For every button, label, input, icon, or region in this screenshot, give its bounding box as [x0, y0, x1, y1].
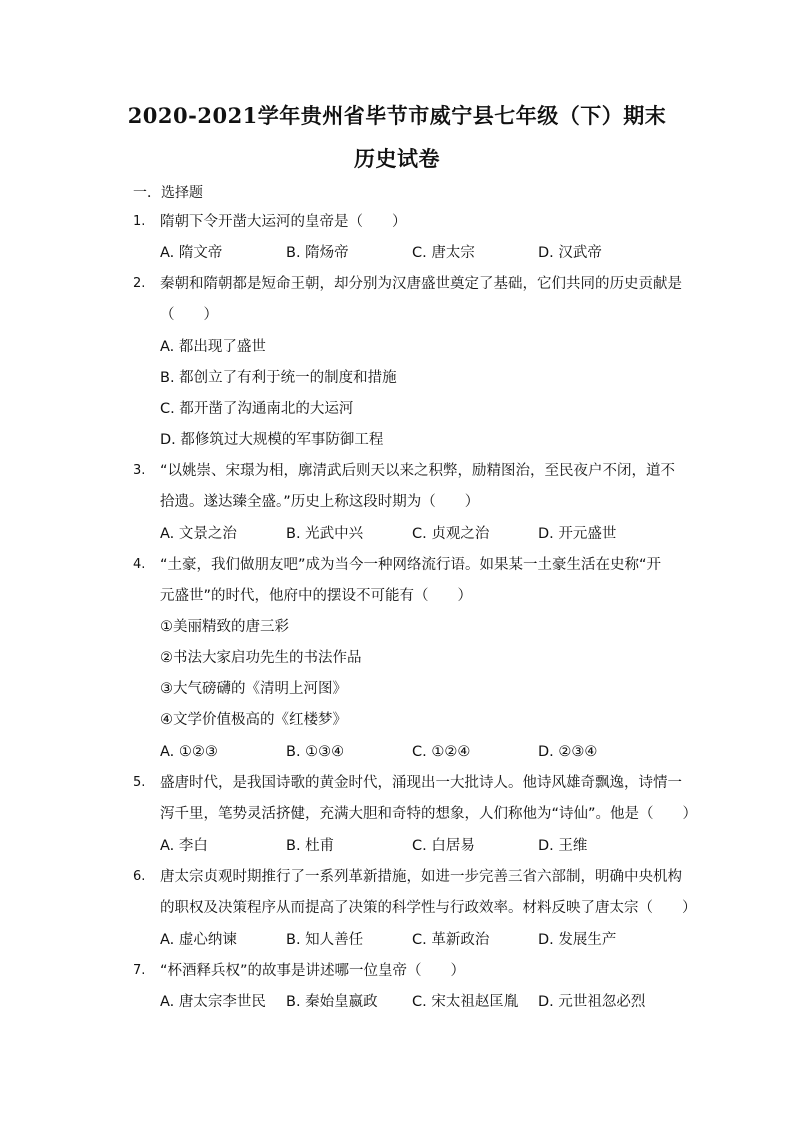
option-d: D. 汉武帝: [538, 245, 602, 261]
option-d: D. 开元盛世: [538, 526, 617, 542]
question-stem: “以姚崇、宋璟为相，廓清武后则天以来之积弊，励精图治，至民夜户不闭，道不: [160, 463, 676, 479]
question-stem: 元盛世”的时代，他府中的摆设不可能有（ ）: [160, 588, 473, 604]
sub-item: ②书法大家启功先生的书法作品: [160, 650, 362, 666]
question-number: 1.: [133, 214, 146, 229]
question-number: 5.: [133, 775, 146, 790]
option-c: C. 都开凿了沟通南北的大运河: [160, 401, 354, 417]
option-a: A. 虚心纳谏: [160, 932, 237, 948]
option-a: A. 文景之治: [160, 526, 237, 542]
question-number: 6.: [133, 869, 146, 884]
sub-item: ③大气磅礴的《清明上河图》: [160, 681, 347, 697]
option-c: C. 贞观之治: [412, 526, 490, 542]
question-stem: 泻千里，笔势灵活挤健，充满大胆和奇特的想象，人们称他为“诗仙”。他是（ ）: [160, 806, 698, 822]
question-number: 7.: [133, 963, 146, 978]
question-stem: “土豪，我们做朋友吧”成为当今一种网络流行语。如果某一土豪生活在史称“开: [160, 557, 662, 573]
option-c: C. 白居易: [412, 838, 475, 854]
exam-title-line2: 历史试卷: [354, 146, 440, 171]
question-number: 4.: [133, 557, 146, 572]
question-stem: 的职权及决策程序从而提高了决策的科学性与行政效率。材料反映了唐太宗（ ）: [160, 900, 697, 916]
section-heading: 一．选择题: [133, 185, 203, 201]
option-c: C. 革新政治: [412, 932, 490, 948]
option-a: A. ①②③: [160, 744, 218, 760]
option-b: B. ①③④: [286, 744, 345, 760]
option-d: D. 发展生产: [538, 932, 617, 948]
option-d: D. 元世祖忽必烈: [538, 994, 646, 1010]
question-stem: “杯酒释兵权”的故事是讲述哪一位皇帝（ ）: [160, 963, 466, 979]
question-stem: 秦朝和隋朝都是短命王朝，却分别为汉唐盛世奠定了基础，它们共同的历史贡献是: [160, 276, 682, 292]
question-stem: 唐太宗贞观时期推行了一系列革新措施，如进一步完善三省六部制，明确中央机构: [160, 869, 682, 885]
option-a: A. 隋文帝: [160, 245, 223, 261]
question-number: 2.: [133, 276, 146, 291]
sub-item: ①美丽精致的唐三彩: [160, 619, 289, 635]
option-c: C. 唐太宗: [412, 245, 475, 261]
question-stem: 隋朝下令开凿大运河的皇帝是（ ）: [160, 214, 407, 230]
option-d: D. ②③④: [538, 744, 598, 760]
option-b: B. 知人善任: [286, 932, 364, 948]
option-b: B. 隋炀帝: [286, 245, 349, 261]
question-stem: （ ）: [160, 307, 218, 323]
option-d: D. 王维: [538, 838, 588, 854]
question-stem: 拾遗。遂达臻全盛。”历史上称这段时期为（ ）: [160, 494, 480, 510]
option-b: B. 杜甫: [286, 838, 335, 854]
sub-item: ④文学价值极高的《红楼梦》: [160, 712, 347, 728]
question-number: 3.: [133, 463, 146, 478]
option-a: A. 唐太宗李世民: [160, 994, 266, 1010]
question-stem: 盛唐时代，是我国诗歌的黄金时代，涌现出一大批诗人。他诗风雄奇飘逸，诗情一: [160, 775, 682, 791]
option-b: B. 都创立了有利于统一的制度和措施: [160, 370, 397, 386]
option-d: D. 都修筑过大规模的军事防御工程: [160, 432, 384, 448]
option-b: B. 光武中兴: [286, 526, 364, 542]
option-b: B. 秦始皇嬴政: [286, 994, 378, 1010]
option-a: A. 都出现了盛世: [160, 339, 266, 355]
option-c: C. 宋太祖赵匡胤: [412, 994, 519, 1010]
exam-title-line1: 2020-2021学年贵州省毕节市威宁县七年级（下）期末: [127, 103, 667, 128]
option-a: A. 李白: [160, 838, 208, 854]
option-c: C. ①②④: [412, 744, 471, 760]
